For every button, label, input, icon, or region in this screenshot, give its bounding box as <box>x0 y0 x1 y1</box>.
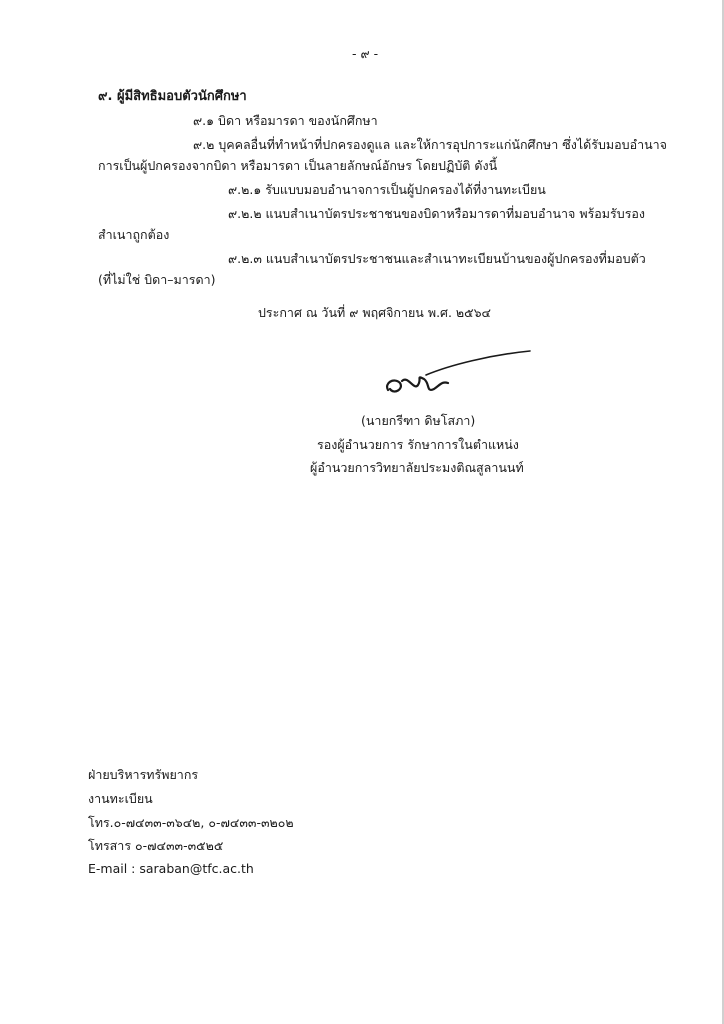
item-9-2-3-line1: ๙.๒.๓ แนบสำเนาบัตรประชาชนและสำเนาทะเบียนบ้านของผู้ปกครองที่มอบตัว <box>228 251 646 266</box>
contact-fax: โทรสาร ๐-๗๔๓๓-๓๕๒๕ <box>88 838 224 853</box>
handwritten-signature <box>380 345 540 405</box>
signatory-position-2: ผู้อำนวยการวิทยาลัยประมงติณสูลานนท์ <box>310 460 524 475</box>
page-number: - ๙ - <box>352 46 379 61</box>
signatory-name: (นายกรีฑา ดิษโสภา) <box>361 413 476 428</box>
item-9-2-2-line2: สำเนาถูกต้อง <box>98 227 170 242</box>
contact-department: ฝ่ายบริหารทรัพยากร <box>88 767 199 782</box>
contact-phone: โทร.๐-๗๔๓๓-๓๖๔๒, ๐-๗๔๓๓-๓๒๐๒ <box>88 815 294 830</box>
item-9-2-line1: ๙.๒ บุคคลอื่นที่ทำหน้าที่ปกครองดูแล และให้การอุปการะแก่นักศึกษา ซึ่งได้รับมอบอำนาจ <box>193 137 667 152</box>
signatory-position-1: รองผู้อำนวยการ รักษาการในตำแหน่ง <box>317 437 519 452</box>
contact-email: E-mail : saraban@tfc.ac.th <box>88 861 254 876</box>
contact-unit: งานทะเบียน <box>88 791 153 806</box>
item-9-2-2-line1: ๙.๒.๒ แนบสำเนาบัตรประชาชนของบิดาหรือมารดาที่มอบอำนาจ พร้อมรับรอง <box>228 206 646 221</box>
section-heading: ๙. ผู้มีสิทธิมอบตัวนักศึกษา <box>98 89 247 104</box>
item-9-1: ๙.๑ บิดา หรือมารดา ของนักศึกษา <box>193 113 378 128</box>
item-9-2-1: ๙.๒.๑ รับแบบมอบอำนาจการเป็นผู้ปกครองได้ที่งานทะเบียน <box>228 182 546 197</box>
announcement-date: ประกาศ ณ วันที่ ๙ พฤศจิกายน พ.ศ. ๒๕๖๔ <box>258 305 492 320</box>
item-9-2-3-line2: (ที่ไม่ใช่ บิดา–มารดา) <box>98 272 216 287</box>
item-9-2-line2: การเป็นผู้ปกครองจากบิดา หรือมารดา เป็นลายลักษณ์อักษร โดยปฏิบัติ ดังนี้ <box>98 158 498 173</box>
